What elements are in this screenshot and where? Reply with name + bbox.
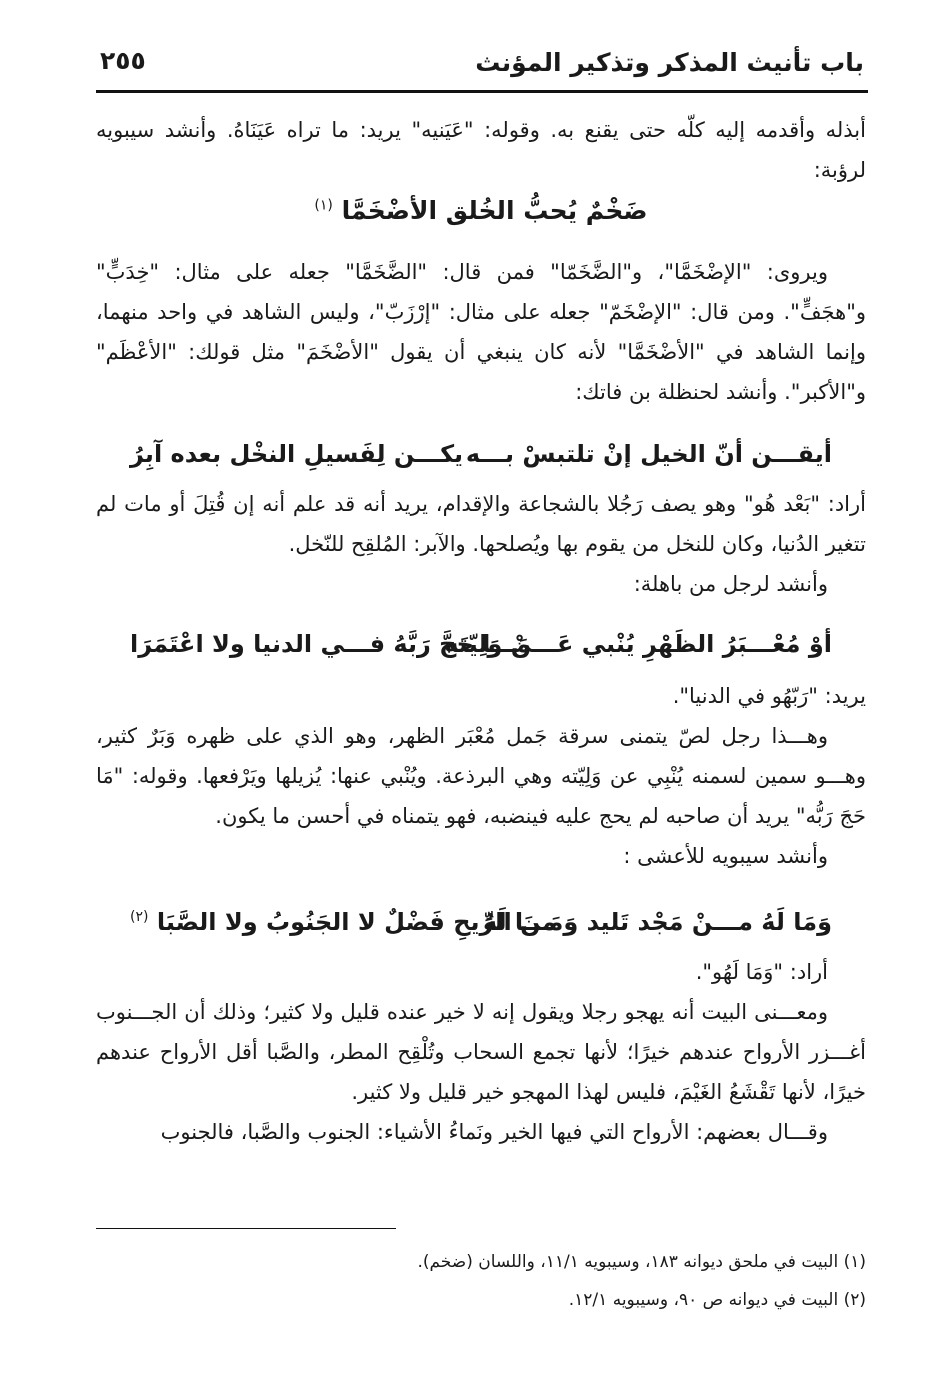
paragraph-block-5 — [96, 952, 866, 1152]
verse-second-hemistich: يكـــن لِفَسيلِ النخْل بعده آبِرُ — [130, 440, 464, 468]
running-title: باب تأنيث المذكر وتذكير المؤنث — [475, 48, 864, 77]
verse-bahila — [96, 630, 866, 672]
paragraph: وهـــذا رجل لصّ يتمنى سرقة جَمل مُعْبَر الظهر، وهو الذي على ظهره وَبَرٌ كثير، وهـــو سمين لسمنه يُنْبِي عن وَلِيّته وهي البرذعة. ويُنْبي عنها: يُزيلها ويَرْفعها. وقوله: "مَا حَجَ رَبُّه" يريد أن صاحبه لم يحج عليه فينضبه، فهو يتمناه في أحسن ما يكون. — [96, 724, 866, 828]
paragraph: أراد: "وَمَا لَهُو". — [695, 960, 828, 984]
verse-first-hemistich: أوْ مُعْـــبَرُ الظَهْرِ يُنْبي عَـــنْ وَلِيّته — [444, 630, 832, 658]
paragraph: ويروى: "الإضْخَمَّا"، و"الضَّخَمّا" فمن قال: "الضَّخَمَّا" جعله على مثال: "خِدَبٍّ" و"هجَفٍّ". ومن قال: "الإضْخَمّ" جعله على مثال: "إرْزَبّ"، وليس الشاهد في واحد منهما، وإنما الشاهد في "الأضْخَمَّا" لأنه كان ينبغي أن يقول "الأضْخَمَ" مثل قولك: "الأعْظَم" و"الأكبر". وأنشد لحنظلة بن فاتك: — [96, 260, 866, 404]
verse-text: ضَخْمٌ يُحبُّ الخُلق الأضْخَمَّا — [341, 196, 648, 225]
footnote-divider — [96, 1228, 396, 1229]
paragraph-block-1 — [96, 110, 866, 190]
paragraph: وأنشد سيبويه للأعشى : — [623, 844, 828, 868]
verse-rajaz — [96, 196, 866, 225]
paragraph: وأنشد لرجل من باهلة: — [633, 572, 828, 596]
verse-second-hemistich: مَـــا حَجَّ رَبَّهُ فـــي الدنيا ولا اعْتَمَرَا — [130, 630, 531, 658]
verse-asha — [96, 908, 866, 950]
verse-first-hemistich: أيقـــن أنّ الخيل إنْ تلتبسْ بـــه — [465, 440, 832, 468]
paragraph: يريد: "رَبّهُو في الدنيا". — [672, 684, 866, 708]
footnote-marker: (٢) — [130, 909, 149, 925]
verse-first-hemistich: وَمَا لَهُ مـــنْ مَجْد تَليد وَمَـــا لَهُ — [482, 908, 832, 936]
paragraph: أراد: "بَعْد هُو" وهو يصف رَجُلا بالشجاعة والإقدام، يريد أنه قد علم أنه إن قُتِلَ أو مات لم تتغير الدُنيا، وكان للنخل من يقوم بها ويُصلحها. والآبر: المُلقِح للنّخل. — [96, 492, 866, 556]
footnote-marker: (١) — [314, 197, 333, 214]
paragraph-block-2 — [96, 252, 866, 412]
paragraph: وقـــال بعضهم: الأرواح التي فيها الخير ونَماءُ الأشياء: الجنوب والصَّبا، فالجنوب — [160, 1120, 828, 1144]
verse-second-hemistich — [130, 908, 557, 936]
footnote-1: (١) البيت في ملحق ديوانه ١٨٣، وسيبويه ١١/١، واللسان (ضخم). — [417, 1252, 866, 1272]
header-divider — [96, 90, 868, 93]
verse-hanzala — [96, 440, 866, 482]
paragraph-block-3 — [96, 484, 866, 604]
verse-second-hemistich-text: منَ الرِّيحِ فَضْلٌ لا الجَنُوبُ ولا الصَّبَا — [156, 908, 557, 936]
paragraph-block-4 — [96, 676, 866, 876]
page-number: ٢٥٥ — [100, 46, 146, 75]
paragraph: أبذله وأقدمه إليه كلّه حتى يقنع به. وقوله: "عَيَنيه" يريد: ما تراه عَيَنَاهُ. وأنشد سيبويه لرؤبة: — [96, 118, 866, 182]
footnote-2: (٢) البيت في ديوانه ص ٩٠، وسيبويه ١٢/١. — [568, 1290, 866, 1310]
paragraph: ومعـــنى البيت أنه يهجو رجلا ويقول إنه لا خير عنده قليل ولا كثير؛ وذلك أن الجـــنوب أغـــزر الأرواح عندهم خيرًا؛ لأنها تجمع السحاب وتُلْقِح المطر، والصَّبا أقل الأرواح عندهم خيرًا، لأنها تَقْشَعُ الغَيْمَ، فليس لهذا المهجو خير قليل ولا كثير. — [96, 1000, 866, 1104]
